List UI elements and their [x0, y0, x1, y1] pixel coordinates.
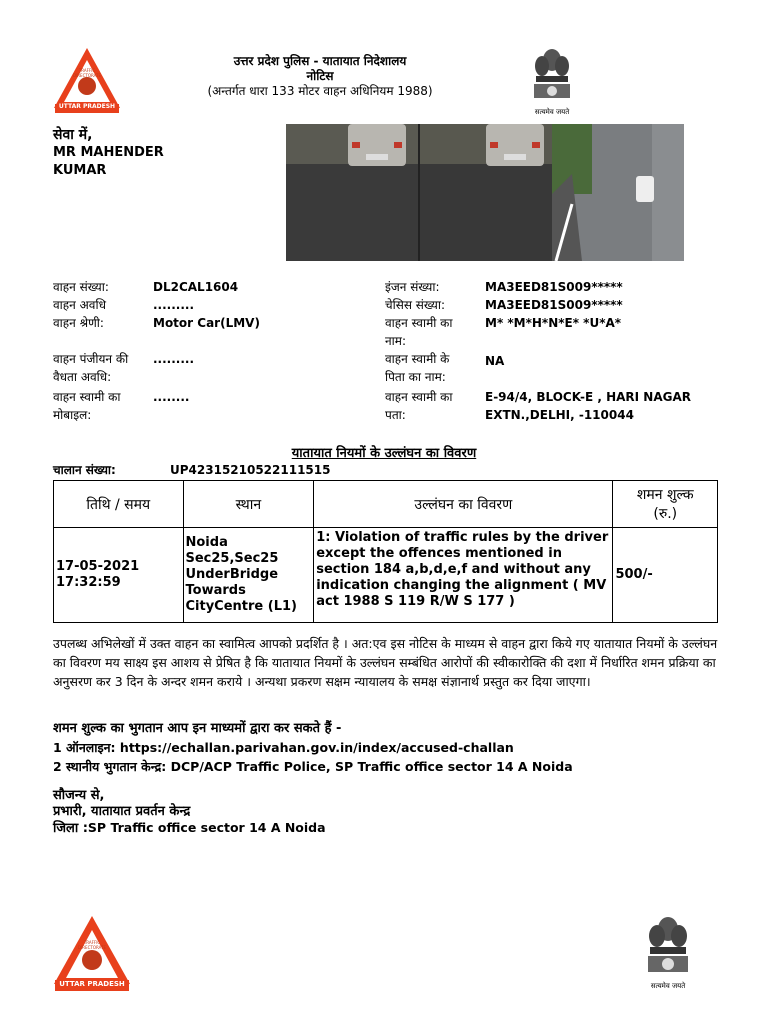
footer-district-label: जिला : — [53, 821, 88, 836]
notice-header — [170, 54, 470, 99]
payment-local-label: 2 स्थानीय भुगतान केन्द्र: — [53, 759, 167, 774]
recipient-block — [53, 126, 164, 180]
col-fine — [613, 481, 718, 528]
address-label-1: वाहन स्वामी का — [385, 390, 453, 404]
evidence-photo-1 — [286, 124, 418, 261]
header-line3: (अन्तर्गत धारा 133 मोटर वाहन अधिनियम 1988) — [207, 84, 433, 98]
address-line1: E-94/4, BLOCK-E , HARI NAGAR — [485, 390, 691, 404]
salutation: सेवा में, — [53, 127, 93, 143]
footer-district-value: SP Traffic office sector 14 A Noida — [87, 820, 326, 835]
emblem-caption-bottom: सत्यमेव जयते — [650, 982, 686, 990]
reg-no-value: DL2CAL1604 — [153, 280, 239, 294]
col-date-time: तिथि / समय — [54, 481, 184, 528]
payment-online-link[interactable]: https://echallan.parivahan.gov.in/index/accused-challan — [119, 740, 514, 755]
col-fine-line1: शमन शुल्क — [636, 487, 694, 503]
validity-label: वाहन अवधि — [53, 298, 106, 312]
payment-heading: शमन शुल्क का भुगतान आप इन माध्यमों द्वारा कर सकते हैं - — [53, 721, 342, 736]
father-label-2: पिता का नाम: — [385, 370, 446, 384]
logo-bottom-text-2: UTTAR PRADESH — [59, 980, 125, 988]
reg-validity-label-1: वाहन पंजीयन की — [53, 352, 129, 366]
traffic-directorate-logo — [52, 46, 122, 114]
category-label: वाहन श्रेणी: — [53, 316, 104, 330]
address-line2: EXTN.,DELHI, -110044 — [485, 408, 634, 422]
reg-validity-label-2: वैधता अवधि: — [53, 370, 112, 384]
evidence-photo-2 — [420, 124, 552, 261]
footer-incharge: प्रभारी, यातायात प्रवर्तन केन्द्र — [53, 804, 191, 819]
footer-district — [53, 820, 326, 837]
traffic-directorate-logo-bottom — [52, 914, 132, 992]
violation-place: Noida Sec25,Sec25 UnderBridge Towards CityCentre (L1) — [183, 528, 314, 623]
owner-name-label — [385, 316, 453, 349]
emblem-caption: सत्यमेव जयते — [534, 108, 570, 116]
violation-description: 1: Violation of traffic rules by the driver except the offences mentioned in section 184 a,b,d,e,f and without any indication changing the alignment ( MV act 1988 S 119 R/W S 177 ) — [314, 528, 613, 623]
violation-date-time — [54, 528, 184, 623]
evidence-photo-3 — [552, 124, 684, 261]
violation-time: 17:32:59 — [56, 575, 121, 590]
col-description: उल्लंघन का विवरण — [314, 481, 613, 528]
reg-validity-value: ......... — [153, 352, 195, 366]
owner-name-value: M* *M*H*N*E* *U*A* — [485, 316, 622, 330]
logo-bottom-text: UTTAR PRADESH — [58, 103, 116, 110]
address-label — [385, 390, 453, 423]
violation-section-title: यातायात नियमों के उल्लंघन का विवरण — [291, 446, 477, 461]
owner-name-label-1: वाहन स्वामी का — [385, 316, 453, 330]
owner-mobile-label-1: वाहन स्वामी का — [53, 390, 121, 404]
violation-date: 17-05-2021 — [56, 559, 140, 574]
owner-name-label-2: नाम: — [385, 334, 406, 348]
father-value: NA — [485, 354, 505, 368]
father-label — [385, 352, 449, 385]
recipient-name-line1: MR MAHENDER — [53, 145, 164, 160]
owner-mobile-label-2: मोबाइल: — [53, 408, 92, 422]
footer-block — [53, 788, 326, 837]
category-value: Motor Car(LMV) — [153, 316, 260, 330]
challan-label: चालान संख्या: — [53, 463, 116, 477]
violation-fine: 500/- — [613, 528, 718, 623]
owner-mobile-label — [53, 390, 121, 423]
national-emblem-bottom — [642, 914, 694, 990]
reg-no-label: वाहन संख्या: — [53, 280, 109, 294]
payment-local — [53, 757, 573, 776]
table-row — [54, 528, 718, 623]
national-emblem — [528, 46, 576, 116]
col-fine-line2: (रु.) — [653, 506, 678, 522]
address-label-2: पता: — [385, 408, 406, 422]
challan-no: UP42315210522111515 — [170, 463, 331, 477]
payment-block — [53, 719, 573, 776]
reg-validity-label — [53, 352, 128, 385]
payment-online-label: 1 ऑनलाइन: — [53, 740, 116, 755]
chassis-value: MA3EED81S009***** — [485, 298, 623, 312]
engine-value: MA3EED81S009***** — [485, 280, 623, 294]
notice-paragraph: उपलब्ध अभिलेखों में उक्त वाहन का स्वामित्व आपको प्रदर्शित है । अत:एव इस नोटिस के माध्यम से वाहन द्वारा किये गए यातायात नियमों के उल्लंघन का विवरण मय साक्ष्य इस आशय से प्रेषित है कि यातायात नियमों के उल्लंघन सम्बंधित आरोपों की स्वीकारोक्ति की दशा में निर्धारित शमन प्रक्रिया का अनुसरण कर 3 दिन के अन्दर शमन कराये । अन्यथा प्रकरण सक्षम न्यायालय के समक्ष संज्ञानार्थ प्रस्तुत कर दिया जाएगा। — [53, 636, 718, 689]
address-value — [485, 390, 691, 423]
header-line2: नोटिस — [306, 69, 334, 83]
logo-top-text-2: TRAFFIC DIRECTORATE — [78, 940, 106, 950]
footer-courtesy: सौजन्य से, — [53, 788, 105, 803]
owner-mobile-value: ........ — [153, 390, 190, 404]
engine-label: इंजन संख्या: — [385, 280, 440, 294]
evidence-photos — [286, 124, 684, 261]
payment-local-value: DCP/ACP Traffic Police, SP Traffic office sector 14 A Noida — [170, 759, 573, 774]
father-label-1: वाहन स्वामी के — [385, 352, 450, 366]
violation-table — [53, 480, 718, 623]
col-place: स्थान — [183, 481, 314, 528]
chassis-label: चेसिस संख्या: — [385, 298, 446, 312]
payment-online — [53, 738, 573, 757]
table-header-row — [54, 481, 718, 528]
logo-top-text: TRAFFIC DIRECTORATE — [73, 68, 101, 78]
validity-value: ......... — [153, 298, 195, 312]
recipient-name-line2: KUMAR — [53, 163, 107, 178]
header-line1: उत्तर प्रदेश पुलिस - यातायात निदेशालय — [233, 54, 407, 68]
